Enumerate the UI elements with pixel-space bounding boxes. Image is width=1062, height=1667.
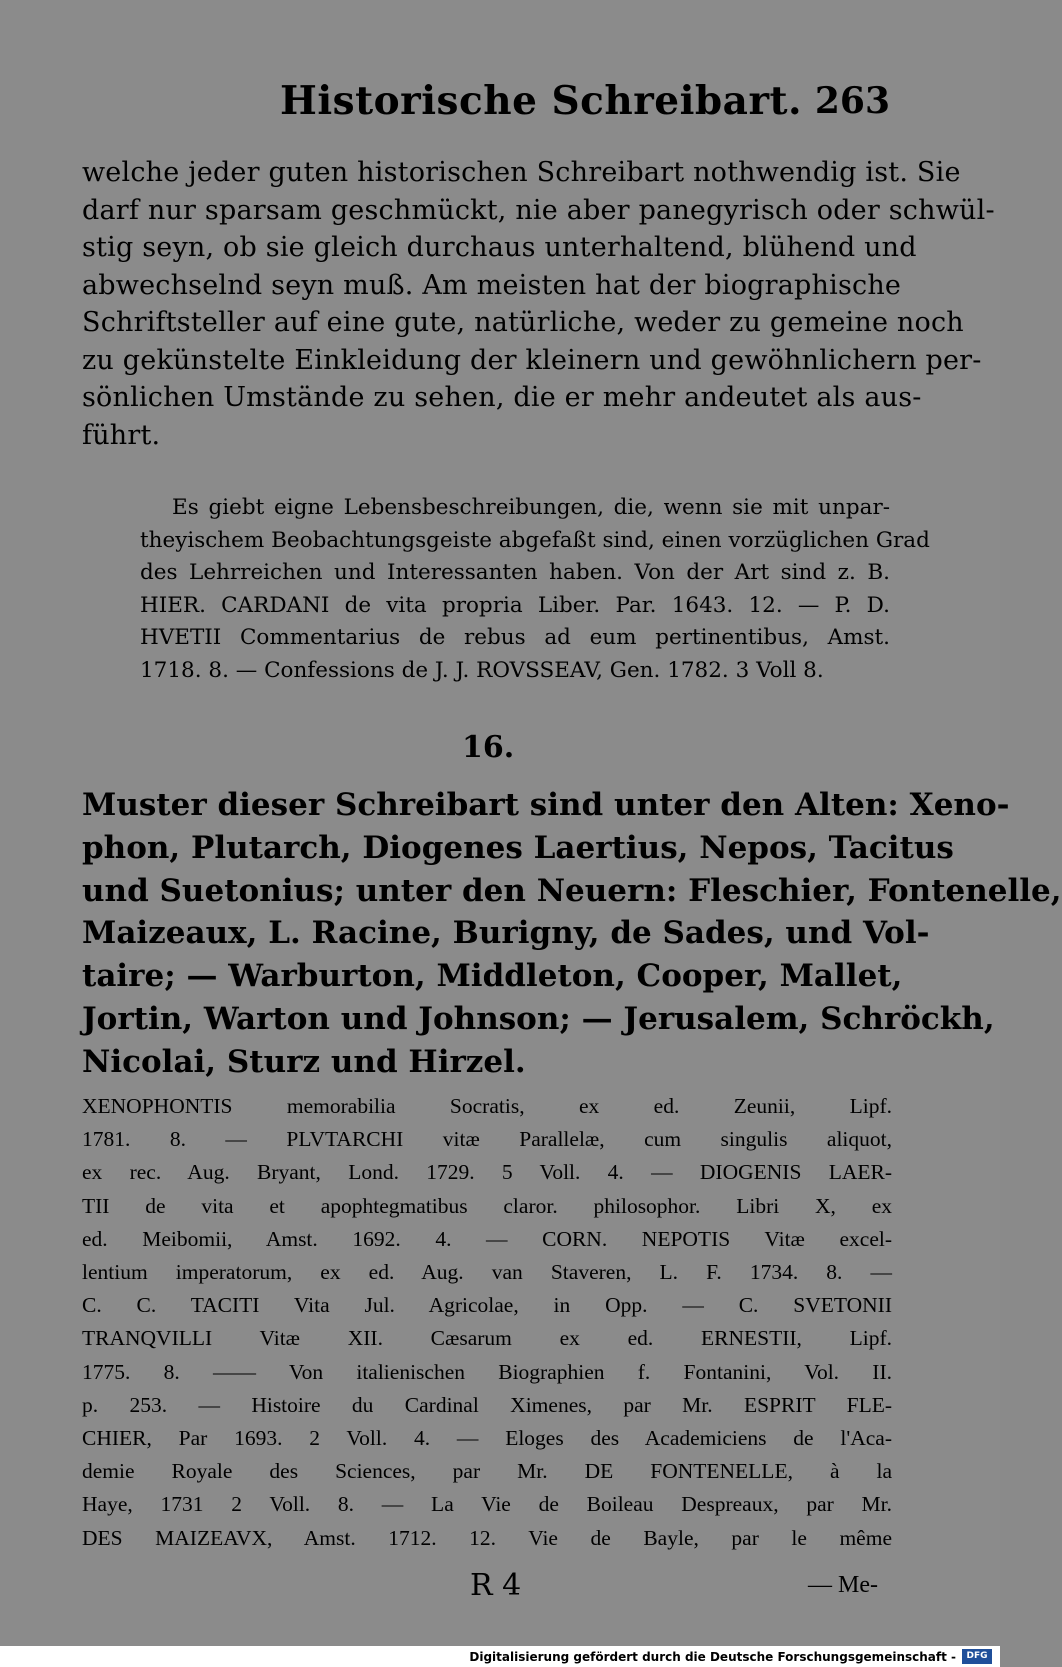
text-line: Schriftsteller auf eine gute, natürliche, weder zu gemeine noch xyxy=(82,307,964,338)
text-line: taire; — Warburton, Middleton, Cooper, Mallet, xyxy=(82,958,903,995)
digitization-footer xyxy=(0,1646,1000,1667)
text-line: C. C. TACITI Vita Jul. Agricolae, in Opp. — C. SVETONII xyxy=(82,1293,892,1318)
text-line: Jortin, Warton und Johnson; — Jerusalem, Schröckh, xyxy=(82,1000,995,1037)
signature-mark: R 4 xyxy=(470,1568,522,1603)
text-line: Muster dieser Schreibart sind unter den Alten: Xeno- xyxy=(82,787,1010,823)
page-header xyxy=(280,78,890,128)
section-number: 16. xyxy=(462,730,515,765)
text-line: 1718. 8. — Confessions de J. J. ROVSSEAV, Gen. 1782. 3 Voll 8. xyxy=(140,657,824,683)
text-line: Maizeaux, L. Racine, Burigny, de Sades, und Vol- xyxy=(82,915,930,952)
text-line: demie Royale des Sciences, par Mr. DE FONTENELLE, à la xyxy=(82,1459,892,1484)
text-line: welche jeder guten historischen Schreibart nothwendig ist. Sie xyxy=(82,157,961,188)
text-line: theyischem Beobachtungsgeiste abgefaßt sind, einen vorzüglichen Grad xyxy=(140,527,930,553)
text-line: und Suetonius; unter den Neuern: Fleschier, Fontenelle, xyxy=(82,872,1062,909)
dfg-logo[interactable]: DFG xyxy=(962,1649,992,1664)
text-line: CHIER, Par 1693. 2 Voll. 4. — Eloges des Academiciens de l'Aca- xyxy=(82,1426,892,1451)
text-line: abwechselnd seyn muß. Am meisten hat der biographische xyxy=(82,269,902,301)
text-line: führt. xyxy=(82,419,161,451)
running-title: Historische Schreibart. xyxy=(280,78,803,124)
footer-credit: Digitalisierung gefördert durch die Deutsche Forschungsgemeinschaft - xyxy=(469,1650,956,1664)
text-line: 1781. 8. — PLVTARCHI vitæ Parallelæ, cum singulis aliquot, xyxy=(82,1127,892,1152)
text-line: TII de vita et apophtegmatibus claror. philosophor. Libri X, ex xyxy=(82,1193,892,1218)
text-line: 1775. 8. —— Von italienischen Biographien f. Fontanini, Vol. II. xyxy=(82,1359,892,1384)
text-line: darf nur sparsam geschmückt, nie aber panegyrisch oder schwül- xyxy=(82,194,995,226)
note-paragraph xyxy=(140,492,930,687)
text-line: HVETII Commentarius de rebus ad eum pertinentibus, Amst. xyxy=(140,625,890,650)
text-line: XENOPHONTIS memorabilia Socratis, ex ed. Zeunii, Lipf. xyxy=(82,1094,892,1118)
text-line: phon, Plutarch, Diogenes Laertius, Nepos, Tacitus xyxy=(82,829,954,866)
text-line: Es giebt eigne Lebensbeschreibungen, die, wenn sie mit unpar- xyxy=(172,495,890,520)
page-number: 263 xyxy=(814,80,890,122)
text-line: lentium imperatorum, ex ed. Aug. van Staveren, L. F. 1734. 8. — xyxy=(82,1260,892,1285)
text-line: DES MAIZEAVX, Amst. 1712. 12. Vie de Bayle, par le même xyxy=(82,1525,892,1550)
text-line: Haye, 1731 2 Voll. 8. — La Vie de Boileau Despreaux, par Mr. xyxy=(82,1492,892,1517)
text-line: Nicolai, Sturz und Hirzel. xyxy=(82,1043,526,1080)
catchword: — Me- xyxy=(808,1572,878,1598)
text-line: zu gekünstelte Einkleidung der kleinern und gewöhnlichern per- xyxy=(82,344,982,376)
text-line: TRANQVILLI Vitæ XII. Cæsarum ex ed. ERNESTII, Lipf. xyxy=(82,1326,892,1351)
text-line: HIER. CARDANI de vita propria Liber. Par. 1643. 12. — P. D. xyxy=(140,592,890,618)
text-line: des Lehrreichen und Interessanten haben. Von der Art sind z. B. xyxy=(140,560,890,585)
intro-paragraph xyxy=(82,154,995,454)
text-line: stig seyn, ob sie gleich durchaus unterhaltend, blühend und xyxy=(82,232,917,263)
text-line: ex rec. Aug. Bryant, Lond. 1729. 5 Voll. 4. — DIOGENIS LAER- xyxy=(82,1160,892,1185)
text-line: ed. Meibomii, Amst. 1692. 4. — CORN. NEPOTIS Vitæ excel- xyxy=(82,1226,892,1251)
text-line: sönlichen Umstände zu sehen, die er mehr andeutet als aus- xyxy=(82,382,922,413)
text-line: p. 253. — Histoire du Cardinal Ximenes, par Mr. ESPRIT FLE- xyxy=(82,1392,892,1417)
models-paragraph xyxy=(82,784,1062,1084)
references-paragraph xyxy=(82,1090,892,1555)
